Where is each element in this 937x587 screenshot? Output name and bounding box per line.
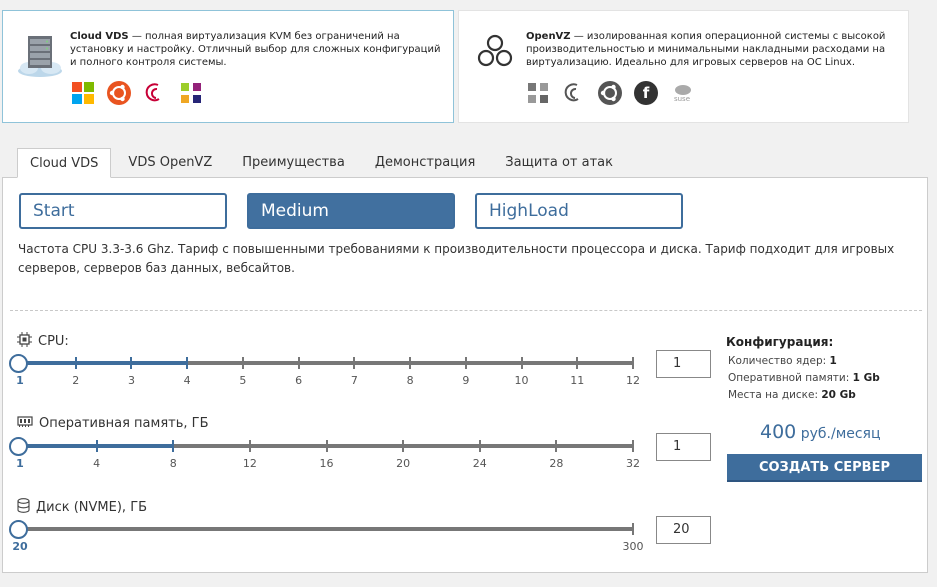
cpu-label — [17, 332, 69, 351]
ram-label — [17, 415, 209, 432]
disk-slider-track[interactable] — [19, 527, 634, 531]
cpu-tick — [130, 357, 132, 369]
ram-tick — [326, 440, 328, 452]
tab-cloud-vds[interactable]: Cloud VDS — [17, 148, 111, 178]
cpu-tick-label: 2 — [72, 374, 80, 387]
cpu-tick — [576, 357, 578, 369]
cpu-tick-label: 12 — [626, 374, 640, 387]
openvz-os-icons — [526, 81, 694, 105]
ram-tick — [172, 440, 174, 452]
cloud-os-icons — [71, 81, 203, 105]
cpu-slider-handle[interactable] — [9, 354, 28, 373]
ram-label-text: Оперативная память, ГБ — [39, 416, 209, 431]
centos-icon — [179, 81, 203, 105]
cpu-tick-label: 9 — [462, 374, 470, 387]
plan-start-button[interactable]: Start — [19, 193, 227, 229]
ram-tick-label: 8 — [169, 457, 177, 470]
server-stack-icon — [17, 33, 63, 81]
ram-tick-label: 24 — [472, 457, 487, 470]
disk-value-input[interactable]: 20 — [656, 516, 711, 544]
config-cores: Количество ядер: 1 — [728, 355, 837, 367]
disk-label-text: Диск (NVME), ГБ — [36, 500, 148, 515]
disk-tick — [632, 523, 634, 535]
config-title: Конфигурация: — [726, 335, 834, 349]
ram-tick-label: 16 — [319, 457, 334, 470]
cpu-tick-label: 4 — [183, 374, 191, 387]
cpu-tick-label: 8 — [406, 374, 414, 387]
ram-tick — [402, 440, 404, 452]
cpu-tick-label: 3 — [127, 374, 135, 387]
debian-icon — [143, 81, 167, 105]
tab-ddos-protection[interactable]: Защита от атак — [505, 155, 613, 170]
disk-tick-label: 300 — [622, 540, 644, 553]
cpu-tick — [298, 357, 300, 369]
cloud-vds-description: Cloud VDS — полная виртуализация KVM без ограничений на установку и настройку. Отличный выбор для сложных конфигураций и полного контроля системы. — [70, 31, 441, 68]
tab-bar — [17, 148, 625, 178]
ram-tick — [632, 440, 634, 452]
cpu-tick-label: 6 — [295, 374, 303, 387]
cloud-vds-card[interactable] — [2, 10, 454, 123]
cpu-tick-label: 1 — [16, 374, 24, 387]
centos-icon — [526, 81, 550, 105]
disk-slider-handle[interactable] — [9, 520, 28, 539]
windows-icon — [71, 81, 95, 105]
cpu-tick — [186, 357, 188, 369]
plan-medium-button[interactable]: Medium — [247, 193, 455, 229]
tab-advantages[interactable]: Преимущества — [242, 155, 345, 170]
create-server-button[interactable]: СОЗДАТЬ СЕРВЕР — [727, 454, 922, 482]
cpu-tick — [353, 357, 355, 369]
cpu-tick-label: 10 — [514, 374, 529, 387]
fedora-icon — [634, 81, 658, 105]
cpu-tick — [242, 357, 244, 369]
ram-tick-label: 28 — [549, 457, 564, 470]
cpu-tick — [632, 357, 634, 369]
ram-tick-label: 4 — [93, 457, 101, 470]
cpu-slider-track[interactable] — [19, 361, 634, 365]
ram-tick-label: 1 — [16, 457, 24, 470]
plan-description: Частота CPU 3.3-3.6 Ghz. Тариф с повышенными требованиями к производительности процессора и диска. Тариф подходит для игровых серверов, серверов баз данных, вебсайтов. — [18, 242, 895, 275]
cpu-icon — [17, 332, 32, 351]
cpu-tick — [75, 357, 77, 369]
suse-icon — [670, 81, 694, 105]
tab-demo[interactable]: Демонстрация — [374, 155, 476, 170]
cpu-tick-label: 7 — [350, 374, 358, 387]
openvz-card[interactable] — [458, 10, 909, 123]
price: 400 руб./месяц — [760, 421, 881, 443]
openvz-description: OpenVZ — изолированная копия операционной системы с высокой производительностью и минимальными накладными расходами на виртуализацию. Идеально для игровых серверов на ОС Linux. — [526, 31, 886, 68]
disk-label — [17, 498, 147, 517]
config-disk: Места на диске: 20 Gb — [728, 389, 856, 401]
ram-slider-handle[interactable] — [9, 437, 28, 456]
ram-tick-label: 32 — [626, 457, 640, 470]
config-ram: Оперативной памяти: 1 Gb — [728, 372, 880, 384]
svg-text:f: f — [642, 84, 650, 102]
ram-tick — [96, 440, 98, 452]
ram-tick-label: 12 — [242, 457, 257, 470]
cpu-slider-fill — [19, 361, 186, 365]
cpu-tick-label: 5 — [239, 374, 247, 387]
plan-highload-button[interactable]: HighLoad — [475, 193, 683, 229]
cpu-tick — [409, 357, 411, 369]
cpu-label-text: CPU: — [38, 334, 69, 349]
ram-slider-track[interactable] — [19, 444, 634, 448]
ram-tick — [555, 440, 557, 452]
disk-icon — [17, 498, 30, 517]
memory-icon — [17, 415, 33, 432]
suse-label: suse — [673, 95, 691, 103]
ram-value-input[interactable]: 1 — [656, 433, 711, 461]
ubuntu-icon — [107, 81, 131, 105]
cpu-tick — [465, 357, 467, 369]
debian-icon — [562, 81, 586, 105]
divider — [10, 310, 922, 311]
cpu-tick-label: 11 — [570, 374, 585, 387]
ram-tick — [249, 440, 251, 452]
ubuntu-icon — [598, 81, 622, 105]
cpu-tick — [521, 357, 523, 369]
ram-tick-label: 20 — [396, 457, 411, 470]
tab-vds-openvz[interactable]: VDS OpenVZ — [128, 155, 213, 170]
openvz-logo-icon — [475, 33, 515, 73]
ram-tick — [479, 440, 481, 452]
cpu-value-input[interactable]: 1 — [656, 350, 711, 378]
disk-tick-label: 20 — [12, 540, 28, 553]
